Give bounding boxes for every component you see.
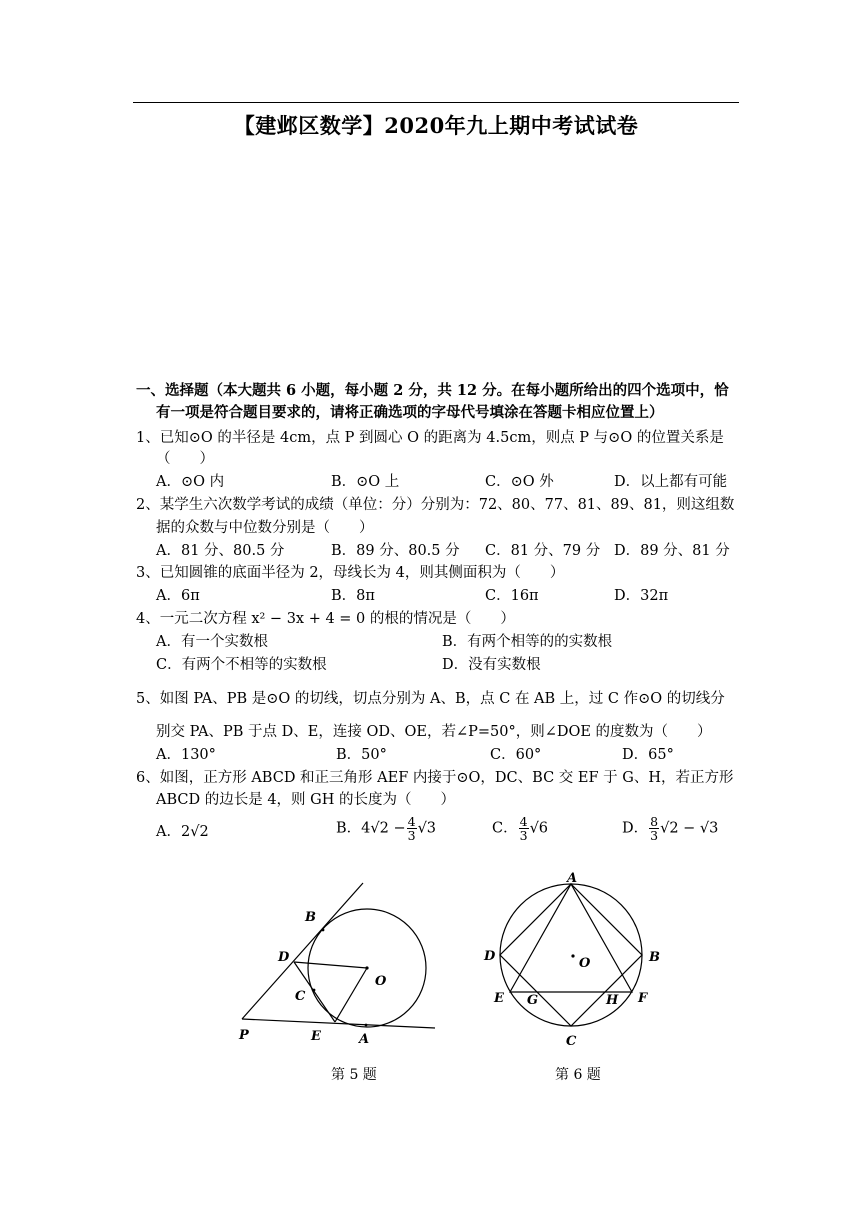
fig6-label-o: O [579,956,591,971]
question-6: 6、如图，正方形 ABCD 和正三角形 AEF 内接于⊙O，DC、BC 交 EF 于 G、H，若正方形 [136,770,734,786]
question-5-cont: 别交 PA、PB 于点 D、E，连接 OD、OE，若∠P=50°，则∠DOE 的度数为（ ） [156,724,712,740]
q3-option-d: D．32π [614,588,669,604]
fig5-tangent-pa [242,1019,435,1028]
fig6-label-g: G [527,993,539,1008]
q1-option-b: B．⊙O 上 [331,474,400,490]
question-6-cont: ABCD 的边长是 4，则 GH 的长度为（ ） [156,792,456,808]
q6-option-a-label: A． [156,824,181,840]
fig6-label-h: H [606,993,619,1008]
q6-option-c-num: 4 [519,814,528,829]
fig6-square-abcd [500,884,642,1026]
fig6-label-e: E [494,991,504,1006]
figure-6-caption: 第 6 题 [555,1067,601,1083]
q3-option-a: A．6π [156,588,200,604]
page-title: 【建邺区数学】2020年九上期中考试试卷 [233,113,639,138]
fig6-label-d: D [484,949,496,964]
fig6-label-a: A [567,871,578,886]
fig6-circle [500,884,642,1026]
q5-option-c: C．60° [490,747,542,763]
question-5: 5、如图 PA、PB 是⊙O 的切线，切点分别为 A、B，点 C 在 AB 上，过 C 作⊙O 的切线分 [136,691,725,707]
q2-option-d: D．89 分、81 分 [614,543,730,559]
q5-option-a: A．130° [156,747,216,763]
question-3: 3、已知圆锥的底面半径为 2，母线长为 4，则其侧面积为（ ） [136,565,565,581]
fig5-label-e: E [311,1029,321,1044]
q6-option-d-label: D． [622,820,649,837]
figure-5-caption: 第 5 题 [331,1067,377,1083]
q6-option-d-num: 8 [650,814,659,829]
question-2: 2、某学生六次数学考试的成绩（单位：分）分别为：72、80、77、81、89、81，则这组数 [136,497,735,513]
q2-option-a: A．81 分、80.5 分 [156,543,285,559]
q4-option-d: D．没有实数根 [442,657,541,673]
fig5-segment-od [294,962,367,968]
q6-option-b-den: 3 [407,828,416,843]
fig5-label-c: C [295,989,306,1004]
q6-option-a-expr: 2√2 [180,824,209,840]
question-4: 4、一元二次方程 x² − 3x + 4 = 0 的根的情况是（ ） [136,611,515,627]
q6-option-c-den: 3 [519,828,528,843]
q6-option-c-post: √6 [529,820,549,837]
fig5-label-p: P [239,1028,249,1043]
fig5-center-dot [365,966,368,969]
q4-option-b: B．有两个相等的的实数根 [442,634,613,650]
fig5-point-b [322,929,325,932]
fig5-point-c [313,989,316,992]
fig5-label-b: B [305,910,316,925]
fig6-triangle-aef [510,884,632,992]
fig6-center-dot [571,954,574,957]
q6-option-d-den: 3 [650,828,659,843]
q3-option-b: B．8π [331,588,375,604]
q4-option-c: C．有两个不相等的实数根 [156,657,327,673]
question-1: 1、已知⊙O 的半径是 4cm，点 P 到圆心 O 的距离为 4.5cm，则点 P 与⊙O 的位置关系是 [136,430,724,446]
q2-option-c: C．81 分、79 分 [485,543,601,559]
question-2-cont: 据的众数与中位数分别是（ ） [156,520,374,536]
q1-option-d: D．以上都有可能 [614,474,728,490]
fig5-label-d: D [278,950,290,965]
q6-option-d-post: √2 − √3 [660,820,719,837]
q5-option-b: B．50° [336,747,387,763]
fig6-label-f: F [638,991,648,1006]
section-heading: 一、选择题（本大题共 6 小题，每小题 2 分，共 12 分。在每小题所给出的四个选项中，恰 [136,382,729,399]
fig6-label-b: B [649,950,660,965]
q5-option-d: D．65° [622,747,674,763]
q6-option-b-post: √3 [417,820,437,837]
fig5-segment-oe [335,968,367,1022]
question-1-cont: （ ） [156,451,214,467]
fig5-label-o: O [375,974,387,989]
fig5-point-a [365,1024,368,1027]
q6-option-c-label: C． [492,820,518,837]
q3-option-c: C．16π [485,588,539,604]
fig5-label-a: A [359,1032,370,1047]
q4-option-a: A．有一个实数根 [156,634,268,650]
q1-option-a: A．⊙O 内 [156,474,225,490]
fig6-label-c: C [566,1034,577,1049]
q6-option-b-label: B． [336,820,362,837]
q2-option-b: B．89 分、80.5 分 [331,543,460,559]
q6-option-b-num: 4 [407,814,416,829]
q6-option-b-pre: 4√2 − [361,820,406,837]
section-heading-cont: 有一项是符合题目要求的，请将正确选项的字母代号填涂在答题卡相应位置上） [156,404,664,421]
q1-option-c: C．⊙O 外 [485,474,554,490]
